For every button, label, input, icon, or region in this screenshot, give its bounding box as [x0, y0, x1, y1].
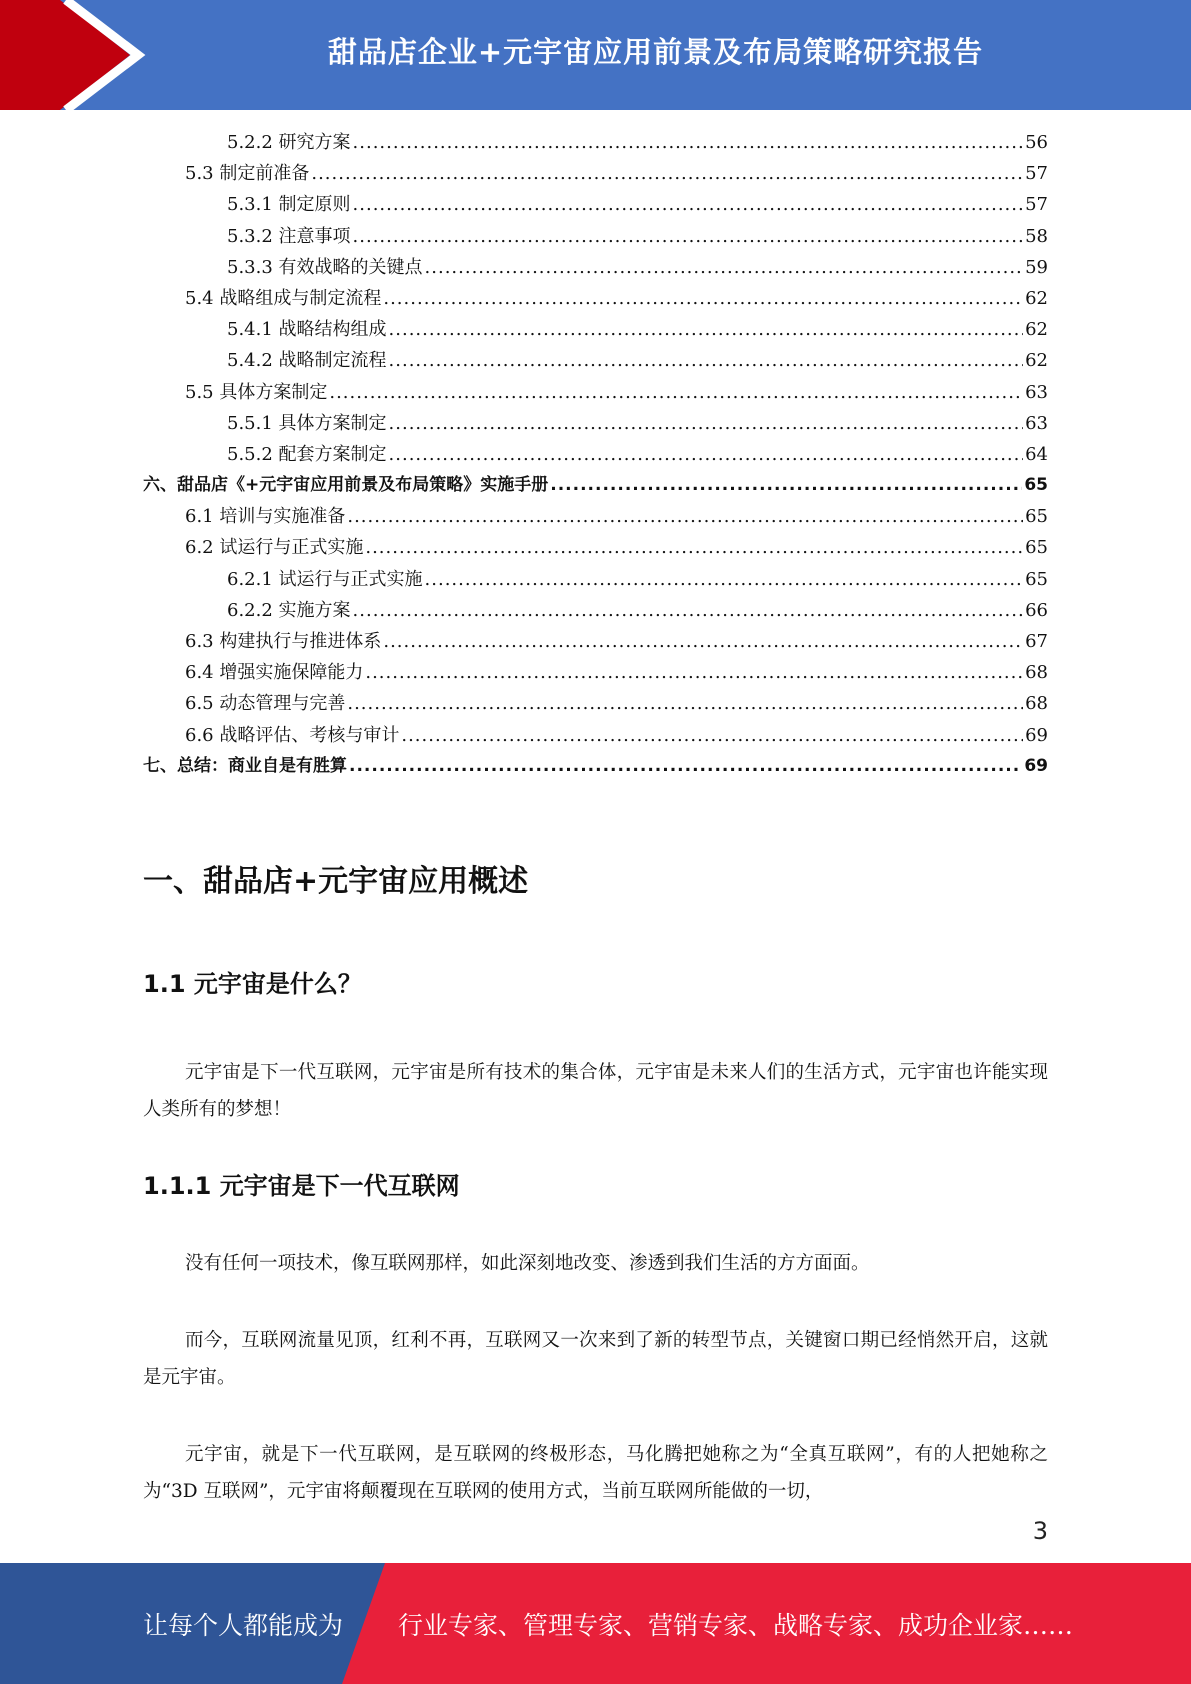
toc-entry-label: 5.3.2 注意事项: [227, 225, 351, 247]
toc-entry-page: 65: [1025, 568, 1048, 590]
toc-entry[interactable]: [143, 751, 1048, 782]
toc-leader-dots: [347, 501, 1023, 532]
toc-entry[interactable]: [143, 283, 1048, 314]
toc-entry[interactable]: [143, 439, 1048, 470]
toc-leader-dots: [383, 283, 1023, 314]
toc-entry-label: 5.3.3 有效战略的关键点: [227, 256, 423, 278]
paragraph-3: 而今，互联网流量见顶，红利不再，互联网又一次来到了新的转型节点，关键窗口期已经悄然开启，这就是元宇宙。: [143, 1330, 1048, 1388]
toc-entry[interactable]: [143, 345, 1048, 376]
toc-leader-dots: [425, 564, 1024, 595]
toc-leader-dots: [389, 408, 1024, 439]
toc-entry[interactable]: [143, 127, 1048, 158]
toc-entry-page: 62: [1025, 350, 1048, 372]
toc-entry-label: 6.2.1 试运行与正式实施: [227, 568, 423, 590]
table-of-contents: [143, 127, 1048, 782]
footer-slogan-left: 让每个人都能成为: [143, 1610, 344, 1640]
toc-entry-page: 64: [1025, 443, 1048, 465]
page-footer: [0, 1563, 1191, 1684]
section-heading: 1.1 元宇宙是什么？: [143, 970, 362, 998]
footer-slogan-right: 行业专家、管理专家、营销专家、战略专家、成功企业家……: [398, 1610, 1074, 1640]
toc-entry[interactable]: [143, 408, 1048, 439]
toc-entry[interactable]: [143, 688, 1048, 719]
toc-entry[interactable]: [143, 314, 1048, 345]
toc-entry-page: 69: [1024, 755, 1048, 776]
toc-leader-dots: [389, 439, 1024, 470]
toc-leader-dots: [389, 345, 1024, 376]
paragraph-1: 元宇宙是下一代互联网，元宇宙是所有技术的集合体，元宇宙是未来人们的生活方式，元宇宙也许能实现人类所有的梦想！: [143, 1062, 1048, 1120]
toc-entry[interactable]: [143, 377, 1048, 408]
toc-entry[interactable]: [143, 501, 1048, 532]
toc-leader-dots: [389, 314, 1024, 345]
toc-entry-page: 63: [1025, 381, 1048, 403]
toc-leader-dots: [401, 720, 1023, 751]
toc-entry-page: 66: [1025, 599, 1048, 621]
toc-entry-label: 5.4.2 战略制定流程: [227, 350, 387, 372]
toc-leader-dots: [353, 221, 1024, 252]
page-number: 3: [1032, 1517, 1048, 1545]
header-arrow-decoration: [0, 0, 160, 110]
toc-entry-label: 5.4.1 战略结构组成: [227, 319, 387, 341]
paragraph-4: 元宇宙，就是下一代互联网，是互联网的终极形态，马化腾把她称之为“全真互联网”，有的人把她称之为“3D 互联网”，元宇宙将颠覆现在互联网的使用方式，当前互联网所能做的一切，: [143, 1444, 1048, 1502]
toc-entry-label: 6.3 构建执行与推进体系: [185, 631, 382, 652]
toc-entry[interactable]: [143, 657, 1048, 688]
subsection-heading: 1.1.1 元宇宙是下一代互联网: [143, 1172, 460, 1200]
toc-entry-page: 65: [1024, 475, 1048, 496]
toc-entry[interactable]: [143, 189, 1048, 220]
toc-entry-label: 6.2 试运行与正式实施: [185, 537, 364, 559]
toc-entry[interactable]: [143, 564, 1048, 595]
toc-entry-page: 67: [1025, 631, 1048, 652]
toc-leader-dots: [365, 657, 1023, 688]
toc-entry-label: 6.6 战略评估、考核与审计: [185, 724, 400, 746]
toc-entry-page: 65: [1025, 537, 1048, 559]
toc-entry-page: 65: [1025, 506, 1048, 528]
toc-entry-page: 68: [1025, 662, 1048, 684]
toc-entry-page: 69: [1025, 724, 1048, 746]
toc-entry-page: 58: [1025, 225, 1048, 247]
toc-entry-label: 6.1 培训与实施准备: [185, 506, 346, 528]
toc-leader-dots: [383, 626, 1023, 657]
toc-entry[interactable]: [143, 158, 1048, 189]
toc-entry[interactable]: [143, 626, 1048, 657]
toc-entry[interactable]: [143, 252, 1048, 283]
toc-entry-page: 68: [1025, 693, 1048, 715]
toc-entry[interactable]: [143, 221, 1048, 252]
toc-leader-dots: [365, 532, 1023, 563]
toc-leader-dots: [329, 377, 1023, 408]
toc-entry-label: 6.5 动态管理与完善: [185, 693, 346, 715]
toc-leader-dots: [353, 189, 1024, 220]
toc-leader-dots: [425, 252, 1024, 283]
toc-entry-label: 六、甜品店《+元宇宙应用前景及布局策略》实施手册: [143, 475, 549, 496]
chapter-heading: 一、甜品店+元宇宙应用概述: [143, 864, 529, 899]
toc-entry[interactable]: [143, 470, 1048, 501]
page-header: [0, 0, 1191, 110]
toc-entry-label: 5.3.1 制定原则: [227, 194, 351, 216]
toc-entry-label: 5.5 具体方案制定: [185, 381, 328, 403]
toc-entry-page: 62: [1025, 287, 1048, 309]
toc-entry[interactable]: [143, 720, 1048, 751]
toc-entry[interactable]: [143, 595, 1048, 626]
toc-entry[interactable]: [143, 532, 1048, 563]
toc-entry-page: 56: [1025, 132, 1048, 153]
toc-entry-page: 57: [1025, 163, 1048, 185]
toc-entry-label: 七、总结：商业自是有胜算: [143, 755, 347, 776]
toc-entry-page: 57: [1025, 194, 1048, 216]
toc-entry-label: 5.4 战略组成与制定流程: [185, 287, 382, 309]
toc-entry-page: 59: [1025, 256, 1048, 278]
toc-entry-label: 5.5.1 具体方案制定: [227, 412, 387, 434]
report-title: 甜品店企业+元宇宙应用前景及布局策略研究报告: [327, 34, 984, 69]
toc-entry-label: 5.3 制定前准备: [185, 163, 310, 185]
toc-entry-page: 62: [1025, 319, 1048, 341]
toc-leader-dots: [353, 127, 1024, 158]
toc-entry-label: 6.2.2 实施方案: [227, 599, 351, 621]
toc-entry-label: 5.5.2 配套方案制定: [227, 443, 387, 465]
toc-leader-dots: [349, 751, 1022, 782]
paragraph-2: 没有任何一项技术，像互联网那样，如此深刻地改变、渗透到我们生活的方方面面。: [185, 1253, 870, 1274]
toc-entry-label: 6.4 增强实施保障能力: [185, 662, 364, 684]
toc-leader-dots: [550, 470, 1022, 501]
toc-entry-page: 63: [1025, 412, 1048, 434]
toc-entry-label: 5.2.2 研究方案: [227, 132, 351, 153]
toc-leader-dots: [347, 688, 1023, 719]
toc-leader-dots: [353, 595, 1024, 626]
toc-leader-dots: [311, 158, 1023, 189]
